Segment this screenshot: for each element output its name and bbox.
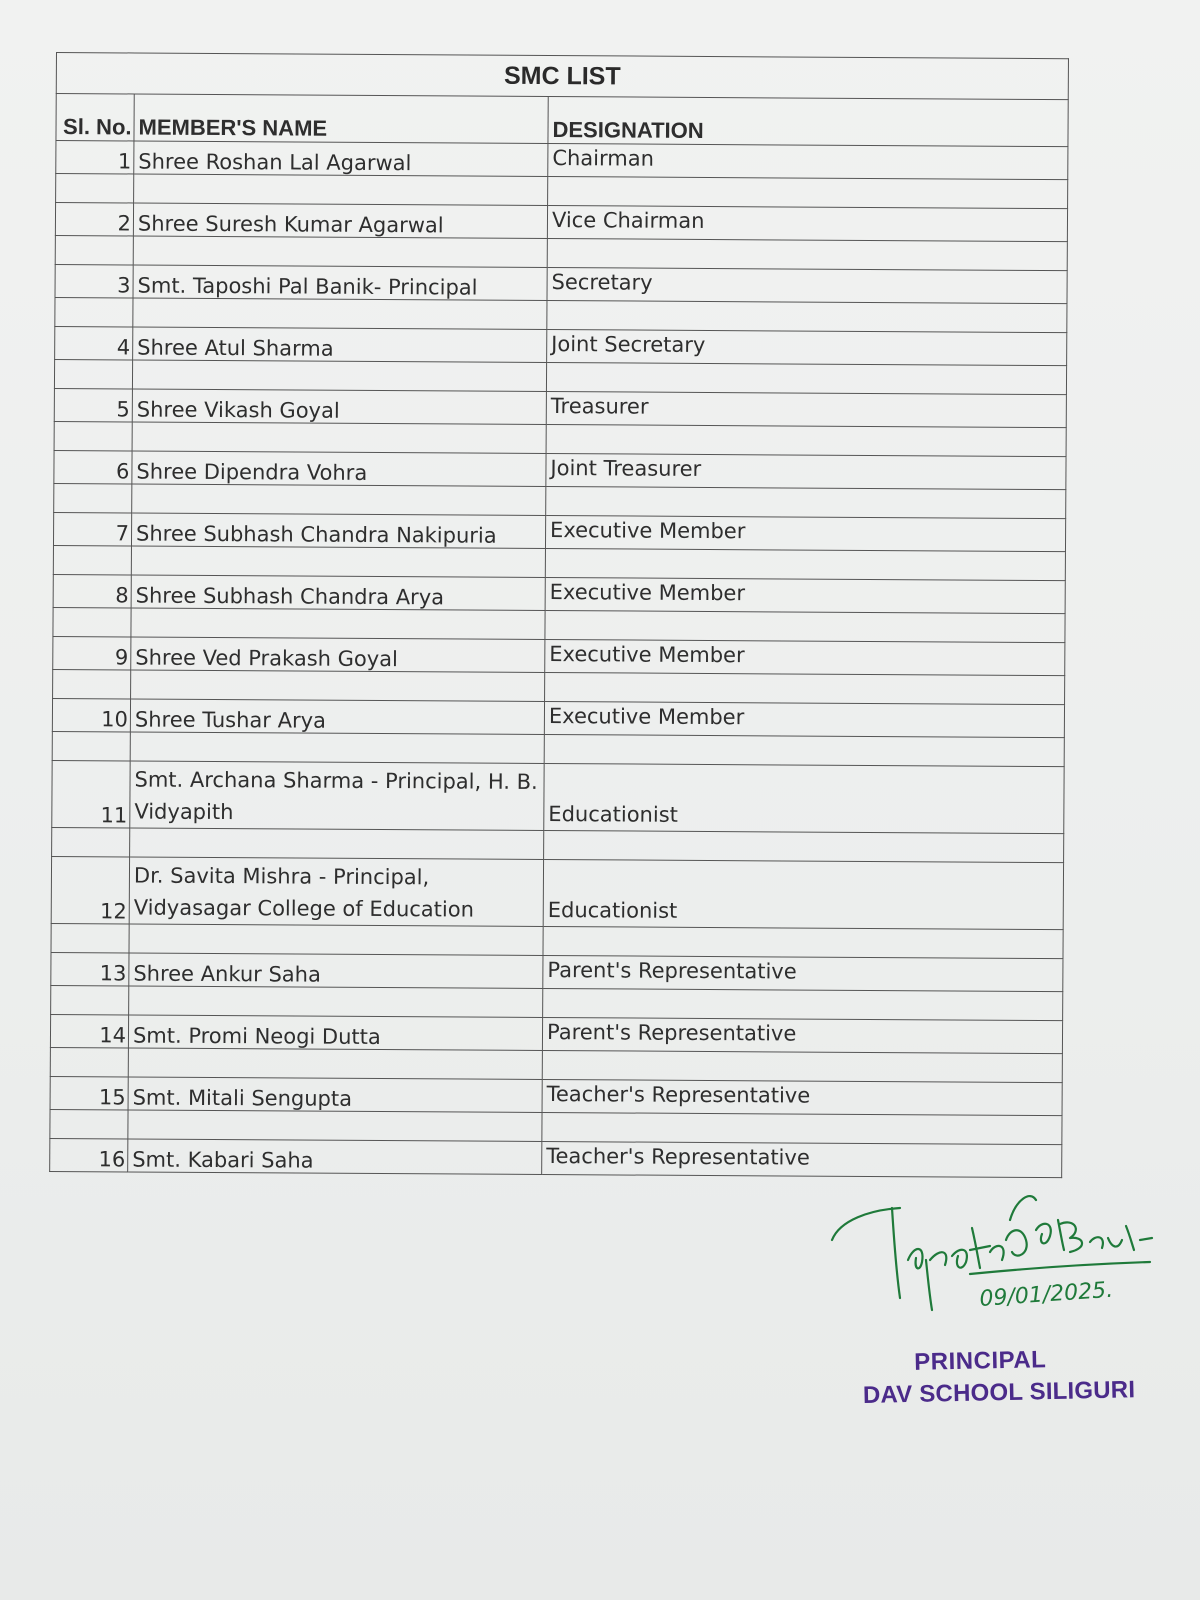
- row-designation: Executive Member: [545, 515, 1065, 551]
- spacer-cell: [128, 1110, 542, 1142]
- row-member-name: Smt. Promi Neogi Dutta: [128, 1015, 542, 1051]
- spacer-cell: [129, 986, 543, 1018]
- spacer-cell: [542, 1050, 1062, 1082]
- spacer-cell: [545, 548, 1065, 580]
- table-row: [53, 512, 1065, 551]
- row-sl-no: 6: [54, 450, 132, 483]
- header-member-name: MEMBER'S NAME: [134, 94, 548, 144]
- spacer-cell: [544, 830, 1064, 862]
- spacer-cell: [50, 1109, 128, 1138]
- row-member-name: Smt. Taposhi Pal Banik- Principal: [133, 265, 547, 301]
- spacer-cell: [543, 988, 1063, 1020]
- table-row: [52, 698, 1064, 737]
- row-member-name: Shree Subhash Chandra Nakipuria: [131, 513, 545, 549]
- spacer-cell: [53, 545, 131, 574]
- table-row: [56, 141, 1068, 180]
- row-sl-no: 7: [53, 512, 131, 545]
- row-designation: Executive Member: [545, 639, 1065, 675]
- spacer-cell: [50, 1047, 128, 1076]
- spacer-cell: [132, 360, 546, 392]
- principal-stamp: [862, 1344, 1163, 1410]
- row-member-name: Shree Atul Sharma: [133, 327, 547, 363]
- row-member-name: Smt. Mitali Sengupta: [128, 1077, 542, 1113]
- spacer-cell: [51, 985, 129, 1014]
- stamp-organization: DAV SCHOOL SILIGURI: [862, 1376, 1136, 1409]
- row-designation: Teacher's Representative: [542, 1141, 1062, 1177]
- row-member-name: Shree Ved Prakash Goyal: [131, 637, 545, 673]
- row-sl-no: 5: [54, 388, 132, 421]
- member-rows: [50, 141, 1068, 1178]
- table-row: [50, 1138, 1062, 1177]
- spacer-cell: [56, 174, 134, 203]
- spacer-cell: [130, 732, 544, 764]
- spacer-cell: [53, 607, 131, 636]
- row-member-name: Shree Roshan Lal Agarwal: [134, 141, 548, 177]
- spacer-cell: [52, 731, 130, 760]
- row-sl-no: 16: [50, 1138, 128, 1171]
- table-title: SMC LIST: [56, 53, 1068, 100]
- spacer-cell: [53, 669, 131, 698]
- table-row: [51, 952, 1063, 991]
- row-designation: Educationist: [544, 763, 1064, 833]
- row-designation: Parent's Representative: [542, 1017, 1062, 1053]
- spacer-cell: [131, 546, 545, 578]
- spacer-cell: [55, 297, 133, 326]
- spacer-cell: [129, 924, 543, 956]
- row-sl-no: 15: [50, 1076, 128, 1109]
- row-designation: Vice Chairman: [547, 206, 1067, 242]
- row-member-name: Shree Dipendra Vohra: [132, 451, 546, 487]
- signature-date: 09/01/2025.: [978, 1277, 1114, 1312]
- spacer-cell: [543, 926, 1063, 958]
- row-member-name: Dr. Savita Mishra - Principal, Vidyasagar College of Education: [129, 857, 543, 927]
- row-designation: Chairman: [548, 144, 1068, 180]
- spacer-cell: [548, 177, 1068, 209]
- row-designation: Teacher's Representative: [542, 1079, 1062, 1115]
- row-designation: Secretary: [547, 268, 1067, 304]
- table-row: [51, 856, 1063, 929]
- row-designation: Joint Treasurer: [546, 454, 1066, 490]
- row-member-name: Shree Suresh Kumar Agarwal: [133, 203, 547, 239]
- row-member-name: Smt. Kabari Saha: [128, 1139, 542, 1175]
- spacer-cell: [54, 359, 132, 388]
- spacer-cell: [545, 672, 1065, 704]
- row-member-name: Shree Vikash Goyal: [132, 389, 546, 425]
- row-sl-no: 12: [51, 856, 129, 923]
- header-sl-no: Sl. No.: [56, 94, 134, 141]
- row-sl-no: 14: [50, 1014, 128, 1047]
- row-sl-no: 1: [56, 141, 134, 174]
- spacer-cell: [131, 608, 545, 640]
- spacer-cell: [545, 610, 1065, 642]
- spacer-cell: [547, 239, 1067, 271]
- row-designation: Executive Member: [545, 577, 1065, 613]
- row-member-name: Smt. Archana Sharma - Principal, H. B. Vidyapith: [130, 761, 544, 831]
- row-sl-no: 13: [51, 952, 129, 985]
- row-designation: Treasurer: [546, 392, 1066, 428]
- table-row: [54, 450, 1066, 489]
- table-row: [50, 1014, 1062, 1053]
- row-sl-no: 2: [55, 203, 133, 236]
- row-designation: Joint Secretary: [547, 330, 1067, 366]
- row-sl-no: 4: [55, 326, 133, 359]
- row-designation: Executive Member: [544, 701, 1064, 737]
- spacer-cell: [547, 301, 1067, 333]
- row-designation: Parent's Representative: [543, 955, 1063, 991]
- table-row: [50, 1076, 1062, 1115]
- table-row: [54, 388, 1066, 427]
- header-designation: DESIGNATION: [548, 97, 1068, 147]
- spacer-cell: [54, 483, 132, 512]
- row-sl-no: 3: [55, 264, 133, 297]
- spacer-cell: [130, 828, 544, 860]
- stamp-role: PRINCIPAL: [913, 1346, 1047, 1376]
- spacer-cell: [51, 923, 129, 952]
- table-row: [53, 574, 1065, 613]
- spacer-cell: [134, 174, 548, 206]
- table-row: [53, 636, 1065, 675]
- row-designation: Educationist: [543, 859, 1063, 929]
- smc-members-table: [49, 52, 1069, 1178]
- spacer-cell: [546, 487, 1066, 519]
- row-sl-no: 9: [53, 636, 131, 669]
- spacer-cell: [55, 235, 133, 264]
- spacer-cell: [128, 1048, 542, 1080]
- spacer-cell: [546, 425, 1066, 457]
- principal-signature: [830, 1190, 1190, 1330]
- row-sl-no: 11: [52, 760, 130, 827]
- table-row: [55, 203, 1067, 242]
- row-member-name: Shree Tushar Arya: [130, 699, 544, 735]
- spacer-cell: [132, 484, 546, 516]
- spacer-cell: [132, 422, 546, 454]
- row-member-name: Shree Subhash Chandra Arya: [131, 575, 545, 611]
- spacer-cell: [544, 734, 1064, 766]
- spacer-cell: [542, 1112, 1062, 1144]
- spacer-cell: [133, 298, 547, 330]
- spacer-cell: [131, 670, 545, 702]
- spacer-cell: [546, 363, 1066, 395]
- row-sl-no: 8: [53, 574, 131, 607]
- row-sl-no: 10: [52, 698, 130, 731]
- table-row: [55, 326, 1067, 365]
- spacer-cell: [133, 236, 547, 268]
- table-row: [55, 264, 1067, 303]
- spacer-cell: [54, 421, 132, 450]
- spacer-cell: [52, 827, 130, 856]
- table-row: [52, 760, 1064, 833]
- row-member-name: Shree Ankur Saha: [129, 953, 543, 989]
